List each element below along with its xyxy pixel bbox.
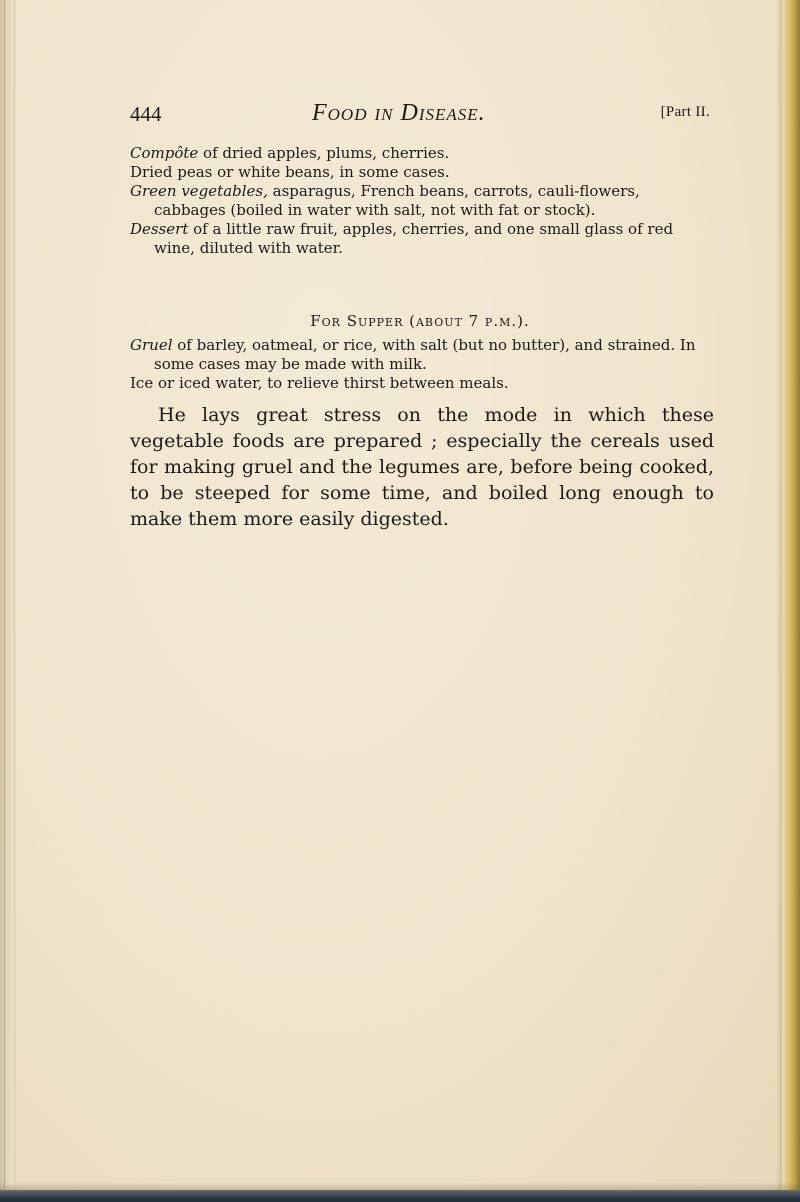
list-item (130, 182, 710, 220)
running-header (130, 100, 710, 130)
entry-text: asparagus, French beans, carrots, cauli-flowers, cabbages (boiled in water with salt, not with fat or stock). (154, 182, 640, 219)
page-binding-edge (0, 0, 15, 1202)
body-paragraph: He lays great stress on the mode in which these vegetable foods are prepared ; especially the cereals used for making gruel and the legumes are, before being cooked, to be steeped for some time, and boiled long enough to make them more easily digested. (130, 404, 714, 530)
running-title: Food in Disease. (312, 100, 486, 126)
menu-list-supper (130, 336, 710, 393)
entry-text: Ice or iced water, to relieve thirst between meals. (130, 374, 509, 392)
entry-lead: Dessert (130, 220, 189, 238)
list-item (130, 220, 710, 258)
entry-text: of a little raw fruit, apples, cherries, and one small glass of red wine, diluted with water. (154, 220, 674, 257)
list-item (130, 336, 710, 374)
page-number: 444 (130, 102, 162, 126)
list-item (130, 163, 710, 182)
bottom-shadow (0, 1182, 800, 1190)
entry-lead: Compôte (130, 144, 199, 162)
bottom-cover-edge (0, 1190, 800, 1202)
gilt-page-edge (782, 0, 800, 1202)
section-heading-supper: For Supper (about 7 p.m.). (310, 312, 530, 330)
list-item (130, 374, 710, 393)
part-label: [Part II. (660, 104, 710, 120)
entry-text: Dried peas or white beans, in some cases. (130, 163, 450, 181)
binding-fold-line (4, 0, 5, 1202)
entry-text: of barley, oatmeal, or rice, with salt (but no butter), and strained. In some cases may be made with milk. (154, 336, 696, 373)
entry-lead: Green vegetables, (130, 182, 268, 200)
list-item (130, 144, 710, 163)
menu-list-dinner (130, 144, 710, 258)
entry-lead: Gruel (130, 336, 173, 354)
entry-text: of dried apples, plums, cherries. (198, 144, 450, 162)
